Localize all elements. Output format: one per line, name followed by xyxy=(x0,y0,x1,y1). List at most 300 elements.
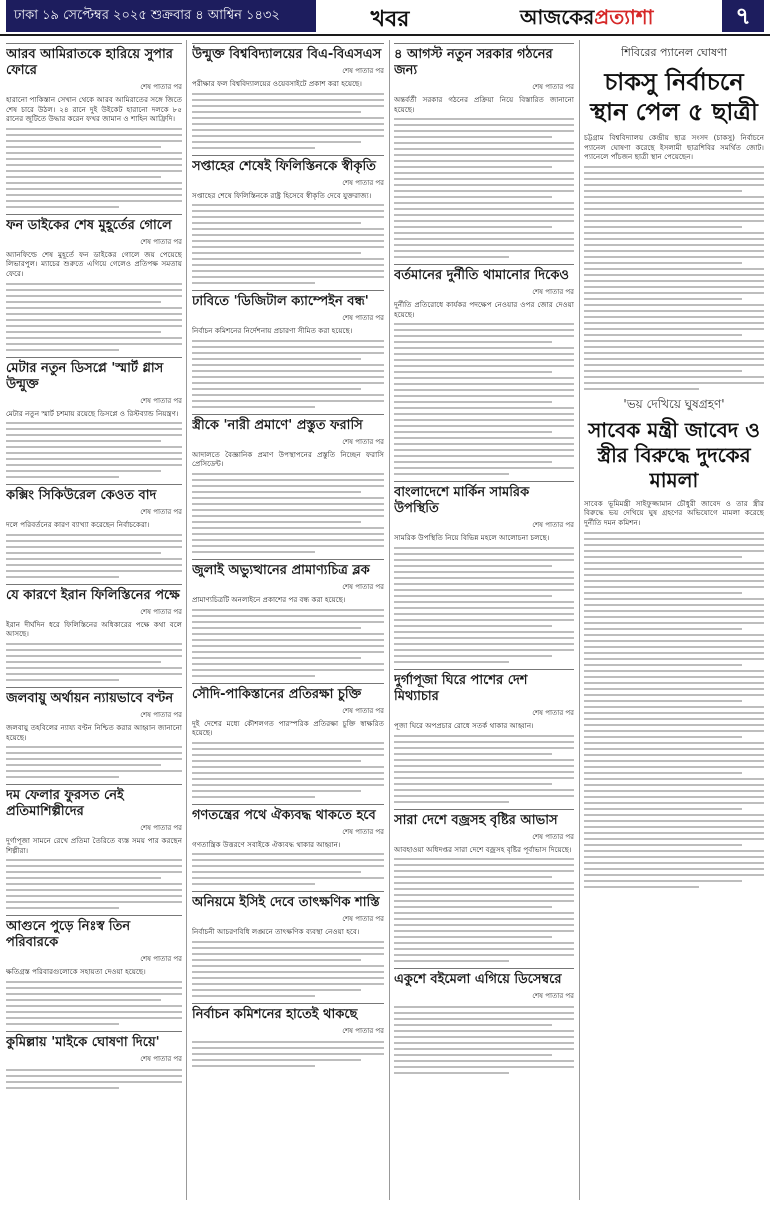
text-line xyxy=(394,449,574,451)
text-line xyxy=(192,1047,384,1049)
text-line xyxy=(6,200,182,202)
text-line xyxy=(394,184,574,186)
text-line xyxy=(394,577,574,579)
text-line xyxy=(394,395,574,397)
article-headline[interactable]: অনিয়মে ইসিই দেবে তাৎক্ষণিক শাস্তি xyxy=(192,891,384,911)
text-line xyxy=(6,452,182,454)
text-line xyxy=(192,953,384,955)
article-headline[interactable]: নির্বাচন কমিশনের হাতেই থাকছে xyxy=(192,1003,384,1023)
continued-label: শেষ পাতার পর xyxy=(140,237,182,246)
article-body-lines xyxy=(6,128,182,208)
text-line xyxy=(192,545,384,547)
text-line xyxy=(394,912,574,914)
text-line xyxy=(584,292,764,294)
text-line xyxy=(584,262,742,264)
text-line xyxy=(6,170,182,172)
text-line xyxy=(394,661,509,663)
text-line xyxy=(584,238,764,240)
text-line xyxy=(394,226,552,228)
text-line xyxy=(192,376,384,378)
article-headline[interactable]: ঢাবিতে 'ডিজিটাল ক্যাম্পেইন বন্ধ' xyxy=(192,290,384,310)
continued-label: শেষ পাতার পর xyxy=(140,824,182,833)
article-body-lines xyxy=(394,547,574,663)
article-body: প্রামাণ্যচিত্রটি অনলাইনে প্রকাশের পর বন্ধ করা হয়েছে। xyxy=(192,594,346,604)
text-line xyxy=(6,546,182,548)
article-body-lines xyxy=(394,735,574,803)
text-line xyxy=(6,871,182,873)
text-line xyxy=(192,995,315,997)
article-body: পরীক্ষার ফল বিশ্ববিদ্যালয়ের ওয়েবসাইটে প্রকাশ করা হয়েছে। xyxy=(192,79,362,88)
text-line xyxy=(394,888,574,890)
continued-label: শেষ পাতার পর xyxy=(342,1026,384,1035)
text-line xyxy=(192,473,384,475)
text-line xyxy=(6,993,182,995)
text-line xyxy=(192,1053,384,1055)
text-line xyxy=(192,965,384,967)
text-line xyxy=(394,431,552,433)
text-line xyxy=(6,470,161,472)
text-line xyxy=(192,533,384,535)
article-headline[interactable]: আগুনে পুড়ে নিঃস্ব তিন পরিবারকে xyxy=(6,915,182,951)
article xyxy=(192,1003,384,1067)
text-line xyxy=(394,607,574,609)
text-line xyxy=(584,838,764,840)
text-line xyxy=(192,406,315,408)
text-line xyxy=(6,643,182,645)
text-line xyxy=(394,178,574,180)
text-line xyxy=(192,971,384,973)
text-line xyxy=(394,1024,552,1026)
text-line xyxy=(6,1087,119,1089)
text-line xyxy=(584,388,699,390)
continued-label: শেষ পাতার পর xyxy=(342,314,384,323)
text-line xyxy=(394,425,574,427)
text-line xyxy=(192,742,384,744)
text-line xyxy=(584,352,764,354)
text-line xyxy=(584,700,742,702)
text-line xyxy=(584,604,764,606)
text-line xyxy=(394,625,552,627)
article-body: অ্যানফিল্ডে শেষ মুহূর্তে ফন ডাইকের গোলে জয় পেয়েছে লিভারপুল। ম্যাচের শুরুতে এগিয়ে গেলেও প্রতিপক্ষ সমতায় ফেরে। xyxy=(6,249,182,278)
text-line xyxy=(192,491,361,493)
text-line xyxy=(192,633,384,635)
text-line xyxy=(6,558,182,560)
text-line xyxy=(394,1012,574,1014)
text-line xyxy=(584,634,764,636)
text-line xyxy=(192,135,384,137)
text-line xyxy=(584,694,764,696)
article xyxy=(394,809,574,963)
text-line xyxy=(6,1023,119,1025)
article-headline[interactable]: মেটার নতুন ডিসপ্লে 'স্মার্ট গ্লাস উন্মুক্ত xyxy=(6,357,182,393)
text-line xyxy=(394,341,552,343)
text-line xyxy=(6,301,161,303)
text-line xyxy=(192,382,384,384)
text-line xyxy=(192,853,384,855)
text-line xyxy=(394,858,574,860)
article-headline[interactable]: যে কারণে ইরান ফিলিস্তিনের পক্ষে xyxy=(6,584,182,604)
text-line xyxy=(192,123,384,125)
article-body: নির্বাচন কমিশনের নির্দেশনায় প্রচারণা সীমিত করা হয়েছে। xyxy=(192,326,353,336)
article-body: সপ্তাহের শেষে ফিলিস্তিনকে রাষ্ট্র হিসেবে স্বীকৃতি দেবে যুক্তরাজ্য। xyxy=(192,190,372,200)
text-line xyxy=(6,999,161,1001)
text-line xyxy=(394,948,574,950)
text-line xyxy=(394,595,552,597)
text-line xyxy=(192,796,315,798)
article-body-lines xyxy=(394,1006,574,1074)
text-line xyxy=(6,349,119,351)
column-3 xyxy=(394,40,574,1200)
text-line xyxy=(6,152,182,154)
text-line xyxy=(6,540,182,542)
continued-label: শেষ পাতার পর xyxy=(342,67,384,75)
text-line xyxy=(584,610,764,612)
text-line xyxy=(6,337,182,339)
text-line xyxy=(584,778,764,780)
text-line xyxy=(192,117,384,119)
article-body-lines xyxy=(394,118,574,258)
text-line xyxy=(584,376,764,378)
text-line xyxy=(6,661,161,663)
article xyxy=(192,414,384,553)
text-line xyxy=(584,760,764,762)
text-line xyxy=(394,547,574,549)
text-line xyxy=(584,688,764,690)
text-line xyxy=(6,140,182,142)
text-line xyxy=(192,216,384,218)
text-line xyxy=(584,370,742,372)
article xyxy=(192,559,384,677)
text-line xyxy=(192,503,384,505)
article-headline[interactable]: জলবায়ু অর্থায়ন ন্যায়ভাবে বণ্টন xyxy=(6,687,182,707)
article-headline[interactable]: একুশে বইমেলা এগিয়ে ডিসেম্বরে xyxy=(394,968,574,988)
text-line xyxy=(394,148,574,150)
article xyxy=(192,43,384,149)
article-body-lines xyxy=(192,853,384,885)
continued-label: শেষ পাতার পর xyxy=(532,521,574,530)
text-line xyxy=(192,609,384,611)
article-body-lines xyxy=(6,643,182,681)
text-line xyxy=(394,407,574,409)
text-line xyxy=(192,270,384,272)
text-line xyxy=(192,615,384,617)
text-line xyxy=(6,164,182,166)
text-line xyxy=(584,340,764,342)
text-line xyxy=(394,244,574,246)
article-body: গণতান্ত্রিক উত্তরণে সবাইকে ঐক্যবদ্ধ থাকার আহ্বান। xyxy=(192,839,341,849)
text-line xyxy=(584,622,764,624)
continued-label: শেষ পাতার পর xyxy=(342,178,384,187)
text-line xyxy=(584,310,764,312)
text-line xyxy=(192,871,361,873)
article-body-lines xyxy=(192,204,384,284)
brand-part1: আজকের xyxy=(520,5,595,29)
text-line xyxy=(394,619,574,621)
article-headline[interactable]: ৪ আগস্ট নতুন সরকার গঠনের জন্য xyxy=(394,43,574,79)
text-line xyxy=(6,981,182,983)
text-line xyxy=(394,461,552,463)
text-line xyxy=(394,1006,574,1008)
page-header xyxy=(0,0,770,36)
text-line xyxy=(584,712,764,714)
text-line xyxy=(584,826,764,828)
text-line xyxy=(192,947,384,949)
text-line xyxy=(192,859,384,861)
text-line xyxy=(394,467,574,469)
text-line xyxy=(584,334,742,336)
text-line xyxy=(6,1005,182,1007)
article-body-lines xyxy=(6,534,182,578)
article-body: ইরান দীর্ঘদিন ধরে ফিলিস্তিনের অধিকারের পক্ষে কথা বলে আসছে। xyxy=(6,619,182,639)
text-line xyxy=(192,394,384,396)
text-line xyxy=(192,388,361,390)
text-line xyxy=(584,346,764,348)
text-line xyxy=(6,907,119,909)
text-line xyxy=(6,552,161,554)
text-line xyxy=(6,895,182,897)
text-line xyxy=(394,208,574,210)
text-line xyxy=(394,1060,574,1062)
article-body-lines xyxy=(6,746,182,778)
text-line xyxy=(394,864,574,866)
text-line xyxy=(192,240,384,242)
text-line xyxy=(394,413,574,415)
text-line xyxy=(394,777,574,779)
article-headline[interactable]: বর্তমানের দুর্নীতি থামানোর দিকেও xyxy=(394,264,574,284)
second-kicker: 'ভয় দেখিয়ে ঘুষগ্রহণ' xyxy=(623,396,725,411)
text-line xyxy=(192,639,384,641)
text-line xyxy=(6,134,182,136)
text-line xyxy=(394,220,574,222)
text-line xyxy=(394,256,509,258)
text-line xyxy=(394,473,509,475)
continued-label: শেষ পাতার পর xyxy=(140,955,182,964)
text-line xyxy=(6,289,182,291)
text-line xyxy=(6,1017,182,1019)
text-line xyxy=(394,783,552,785)
text-line xyxy=(192,627,361,629)
text-line xyxy=(394,1018,574,1020)
text-line xyxy=(6,758,182,760)
text-line xyxy=(394,906,552,908)
text-line xyxy=(192,147,315,149)
text-line xyxy=(192,877,384,879)
continued-label: শেষ পাতার পর xyxy=(532,288,574,297)
text-line xyxy=(394,353,574,355)
text-line xyxy=(192,989,361,991)
text-line xyxy=(6,649,182,651)
article-headline[interactable]: ফন ডাইকের শেষ মুহূর্তের গোলে xyxy=(6,214,182,234)
text-line xyxy=(584,748,764,750)
text-line xyxy=(394,160,574,162)
text-line xyxy=(192,657,361,659)
article-headline[interactable]: দম ফেলার ফুরসত নেই প্রতিমাশিল্পীদের xyxy=(6,784,182,820)
article-headline[interactable]: দুর্গাপূজা ঘিরে পাশের দেশ মিথ্যাচার xyxy=(394,669,574,705)
text-line xyxy=(394,789,574,791)
text-line xyxy=(6,764,161,766)
text-line xyxy=(6,1011,182,1013)
article xyxy=(6,584,182,681)
text-line xyxy=(394,232,574,234)
text-line xyxy=(584,274,764,276)
text-line xyxy=(6,146,161,148)
article-headline[interactable]: কক্সিং সিকিউরেল কেওত বাদ xyxy=(6,484,182,504)
text-line xyxy=(584,646,764,648)
text-line xyxy=(6,446,182,448)
text-line xyxy=(192,983,384,985)
article-body: সামরিক উপস্থিতি নিয়ে বিভিন্ন মহলে আলোচনা চলছে। xyxy=(394,533,550,543)
text-line xyxy=(394,154,574,156)
text-line xyxy=(584,730,764,732)
article-headline[interactable]: বাংলাদেশে মার্কিন সামরিক উপস্থিতি xyxy=(394,481,574,517)
text-line xyxy=(584,682,764,684)
text-line xyxy=(192,760,361,762)
text-line xyxy=(584,214,764,216)
text-line xyxy=(192,521,361,523)
text-line xyxy=(584,574,764,576)
text-line xyxy=(192,778,384,780)
text-line xyxy=(584,382,764,384)
text-line xyxy=(584,766,764,768)
article-body-lines xyxy=(192,1041,384,1067)
text-line xyxy=(192,865,384,867)
article-body-lines xyxy=(6,859,182,909)
text-line xyxy=(192,99,384,101)
text-line xyxy=(192,204,384,206)
text-line xyxy=(192,129,384,131)
article-headline[interactable]: গণতন্ত্রের পথে ঐক্যবদ্ধ থাকতে হবে xyxy=(192,804,384,824)
text-line xyxy=(394,1048,574,1050)
text-line xyxy=(192,246,384,248)
lead-headline[interactable]: চাকসু নির্বাচনে স্থান পেল ৫ ছাত্রী xyxy=(590,68,758,126)
text-line xyxy=(192,509,384,511)
text-line xyxy=(584,868,764,870)
text-line xyxy=(6,576,119,578)
article xyxy=(192,155,384,285)
article-headline[interactable]: স্ত্রীকে 'নারী প্রমাণে' প্রস্তুত ফরাসি xyxy=(192,414,384,434)
text-line xyxy=(6,464,182,466)
article xyxy=(192,290,384,408)
text-line xyxy=(6,128,182,130)
second-headline[interactable]: সাবেক মন্ত্রী জাবেদ ও স্ত্রীর বিরুদ্ধে দুদকের মামলা xyxy=(588,417,760,492)
text-line xyxy=(584,280,764,282)
text-line xyxy=(584,568,764,570)
article-body: ক্ষতিগ্রস্ত পরিবারগুলোকে সহায়তা দেওয়া হয়েছে। xyxy=(6,967,146,977)
text-line xyxy=(6,776,119,778)
text-line xyxy=(394,142,574,144)
column-1 xyxy=(6,40,182,1200)
text-line xyxy=(584,640,764,642)
text-line xyxy=(6,889,182,891)
text-line xyxy=(6,188,182,190)
text-line xyxy=(192,621,384,623)
text-line xyxy=(394,942,574,944)
article-body-lines xyxy=(192,609,384,677)
text-line xyxy=(192,340,384,342)
text-line xyxy=(394,643,574,645)
text-line xyxy=(394,613,574,615)
article-body-lines xyxy=(6,1069,182,1089)
text-line xyxy=(6,859,182,861)
article-headline[interactable]: উন্মুক্ত বিশ্ববিদ্যালয়ের বিএ-বিএসএস xyxy=(192,43,384,63)
text-line xyxy=(394,196,552,198)
text-line xyxy=(394,1072,509,1074)
text-line xyxy=(394,323,574,325)
text-line xyxy=(192,141,361,143)
text-line xyxy=(394,377,574,379)
text-line xyxy=(192,282,315,284)
column-rule xyxy=(186,40,187,1200)
article-headline[interactable]: কুমিল্লায় 'মাইকে ঘোষণা দিয়ে' xyxy=(6,1031,182,1051)
text-line xyxy=(192,959,361,961)
text-line xyxy=(394,601,574,603)
text-line xyxy=(584,814,764,816)
text-line xyxy=(394,1036,574,1038)
text-line xyxy=(584,250,764,252)
text-line xyxy=(6,176,161,178)
text-line xyxy=(6,564,182,566)
article xyxy=(394,43,574,258)
text-line xyxy=(394,637,574,639)
article-body: পূজা ঘিরে অপপ্রচার রোধে সতর্ক থাকার আহ্বান। xyxy=(394,720,534,730)
text-line xyxy=(584,364,764,366)
text-line xyxy=(6,313,182,315)
article-headline[interactable]: সারা দেশে বজ্রসহ বৃষ্টির আভাস xyxy=(394,809,574,829)
text-line xyxy=(584,808,742,810)
text-line xyxy=(192,941,384,943)
lead-body-lines xyxy=(584,166,764,390)
text-line xyxy=(6,182,182,184)
text-line xyxy=(394,589,574,591)
article-headline[interactable]: সপ্তাহের শেষেই ফিলিস্তিনকে স্বীকৃতি xyxy=(192,155,384,175)
text-line xyxy=(192,675,315,677)
article xyxy=(6,214,182,351)
text-line xyxy=(584,832,764,834)
text-line xyxy=(192,210,384,212)
text-line xyxy=(192,370,384,372)
article-headline[interactable]: আরব আমিরাতকে হারিয়ে সুপার ফোরে xyxy=(6,43,182,79)
article-body: জলবায়ু তহবিলের ন্যায্য বণ্টন নিশ্চিত করার আহ্বান জানানো হয়েছে। xyxy=(6,722,182,742)
article-body: দলে পরিবর্তনের কারণ ব্যাখ্যা করেছেন নির্বাচকেরা। xyxy=(6,520,150,530)
text-line xyxy=(584,862,764,864)
text-line xyxy=(6,883,182,885)
text-line xyxy=(192,497,384,499)
text-line xyxy=(6,679,119,681)
text-line xyxy=(6,534,182,536)
text-line xyxy=(394,365,574,367)
text-line xyxy=(584,190,742,192)
text-line xyxy=(6,667,182,669)
continued-label: শেষ পাতার পর xyxy=(140,83,182,91)
article-body: আবহাওয়া অধিদপ্তর সারা দেশে বজ্রসহ বৃষ্টির পূর্বাভাস দিয়েছে। xyxy=(394,844,572,854)
text-line xyxy=(192,766,384,768)
text-line xyxy=(584,658,764,660)
article xyxy=(394,481,574,663)
text-line xyxy=(6,343,182,345)
text-line xyxy=(394,124,574,126)
text-line xyxy=(584,172,764,174)
text-line xyxy=(584,844,742,846)
text-line xyxy=(192,276,384,278)
article xyxy=(192,683,384,798)
text-line xyxy=(394,649,574,651)
text-line xyxy=(394,118,574,120)
article-headline[interactable]: সৌদি-পাকিস্তানের প্রতিরক্ষা চুক্তি xyxy=(192,683,384,703)
text-line xyxy=(192,222,361,224)
text-line xyxy=(584,268,764,270)
article xyxy=(394,968,574,1074)
article-headline[interactable]: জুলাই অভ্যুত্থানের প্রামাণ্যচিত্র ব্লক xyxy=(192,559,384,579)
